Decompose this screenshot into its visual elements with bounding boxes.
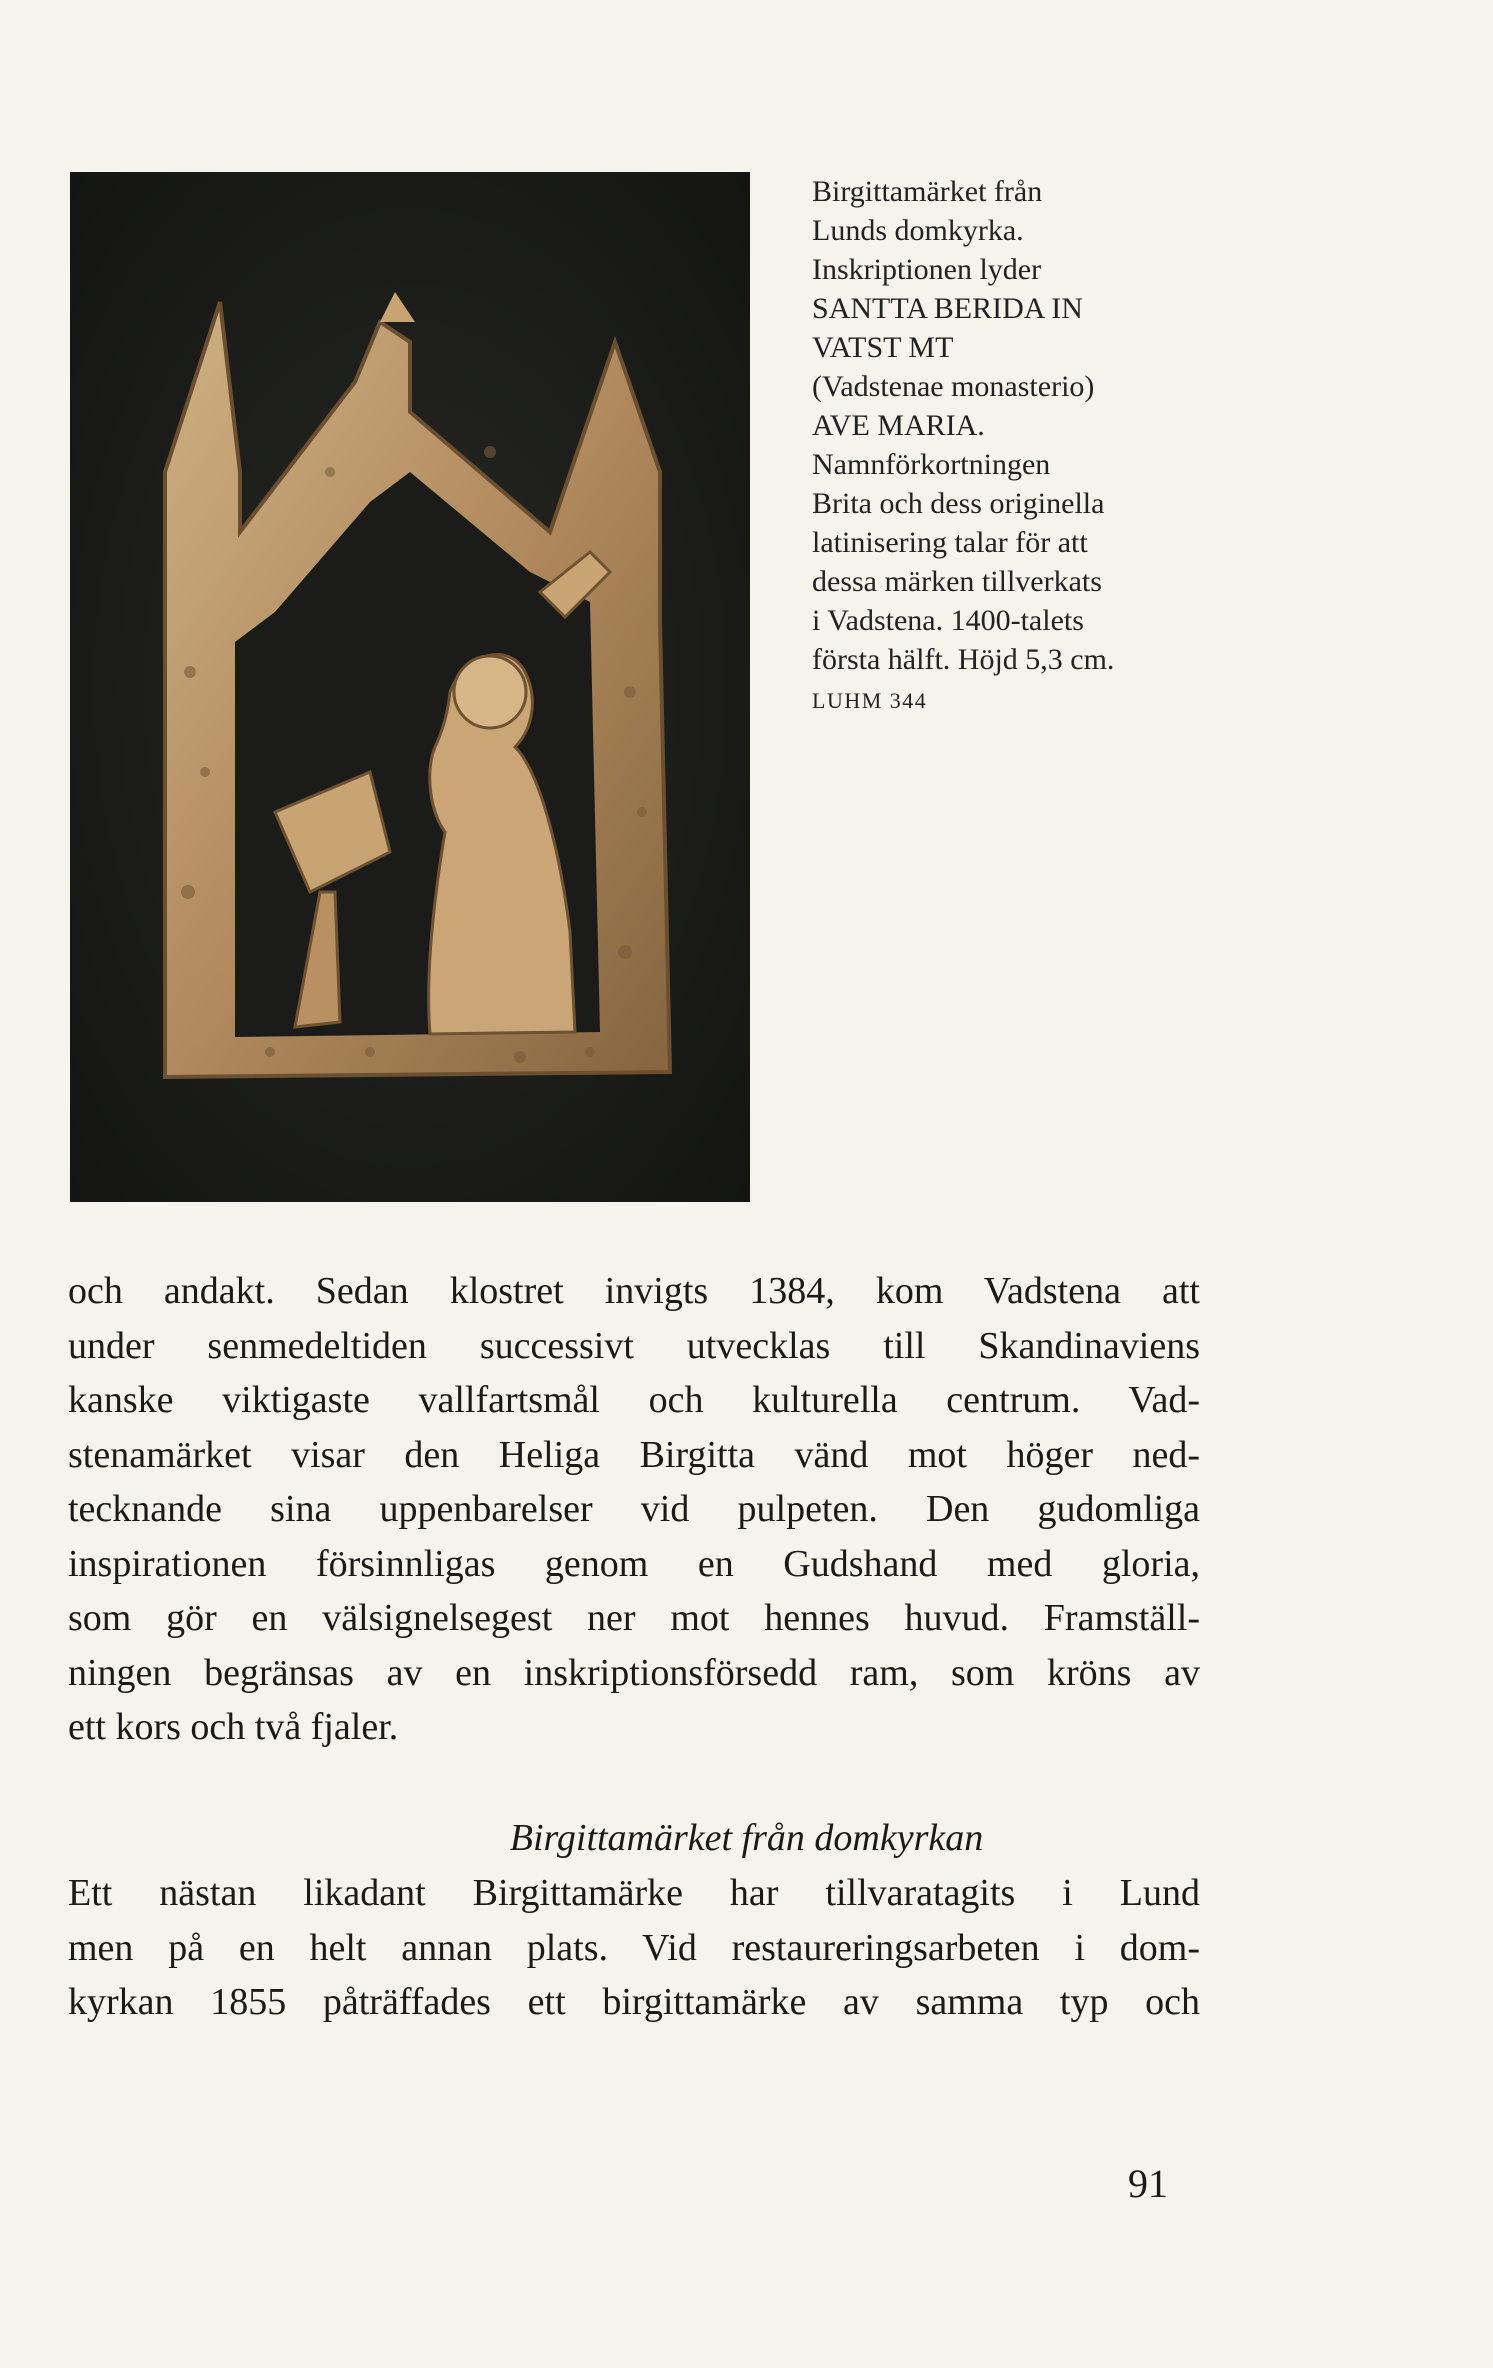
- text-line: ett kors och två fjaler.: [68, 1706, 399, 1748]
- paragraph-1: [68, 1264, 1200, 1755]
- section-heading: Birgittamärket från domkyrkan: [509, 1817, 984, 1859]
- caption-line: första hälft. Höjd 5,3 cm.: [812, 643, 1115, 676]
- caption-line: (Vadstenae monasterio): [812, 370, 1095, 403]
- text-line: kanske viktigaste vallfartsmål och kulturella centrum. Vad-: [68, 1379, 1200, 1421]
- catalog-number: LUHM 344: [812, 688, 928, 713]
- caption-line: Namnförkortningen: [812, 448, 1051, 481]
- caption-line: AVE MARIA.: [812, 409, 985, 442]
- figure-caption: [812, 172, 1232, 720]
- text-line: ningen begränsas av en inskriptionsförsedd ram, som kröns av: [68, 1651, 1200, 1694]
- text-line: tecknande sina uppenbarelser vid pulpeten. Den gudomliga: [68, 1488, 1200, 1530]
- caption-line: Birgittamärket från: [812, 175, 1043, 208]
- text-line: under senmedeltiden successivt utvecklas till Skandinaviens: [68, 1324, 1200, 1367]
- caption-line: latinisering talar för att: [812, 526, 1088, 559]
- text-line: Ett nästan likadant Birgittamärke har tillvaratagits i Lund: [68, 1872, 1200, 1914]
- text-line: men på en helt annan plats. Vid restaureringsarbeten i dom-: [68, 1926, 1200, 1969]
- pilgrim-badge-illustration: [70, 172, 750, 1202]
- text-line: och andakt. Sedan klostret invigts 1384, kom Vadstena att: [68, 1270, 1200, 1312]
- caption-line: Lunds domkyrka.: [812, 214, 1024, 247]
- caption-line: i Vadstena. 1400-talets: [812, 604, 1084, 637]
- caption-line: VATST MT: [812, 331, 954, 364]
- text-line: som gör en välsignelsegest ner mot hennes huvud. Framställ-: [68, 1597, 1200, 1639]
- caption-line: dessa märken tillverkats: [812, 565, 1102, 598]
- caption-line: Inskriptionen lyder: [812, 253, 1042, 286]
- caption-line: SANTTA BERIDA IN: [812, 292, 1083, 325]
- caption-line: Brita och dess originella: [812, 487, 1105, 520]
- pilgrim-badge-photo: [70, 172, 750, 1202]
- text-line: stenamärket visar den Heliga Birgitta vänd mot höger ned-: [68, 1433, 1200, 1476]
- text-line: kyrkan 1855 påträffades ett birgittamärke av samma typ och: [68, 1981, 1200, 2023]
- paragraph-2: [68, 1866, 1200, 2030]
- text-line: inspirationen försinnligas genom en Gudshand med gloria,: [68, 1542, 1200, 1585]
- page-number: 91: [1128, 2161, 1168, 2206]
